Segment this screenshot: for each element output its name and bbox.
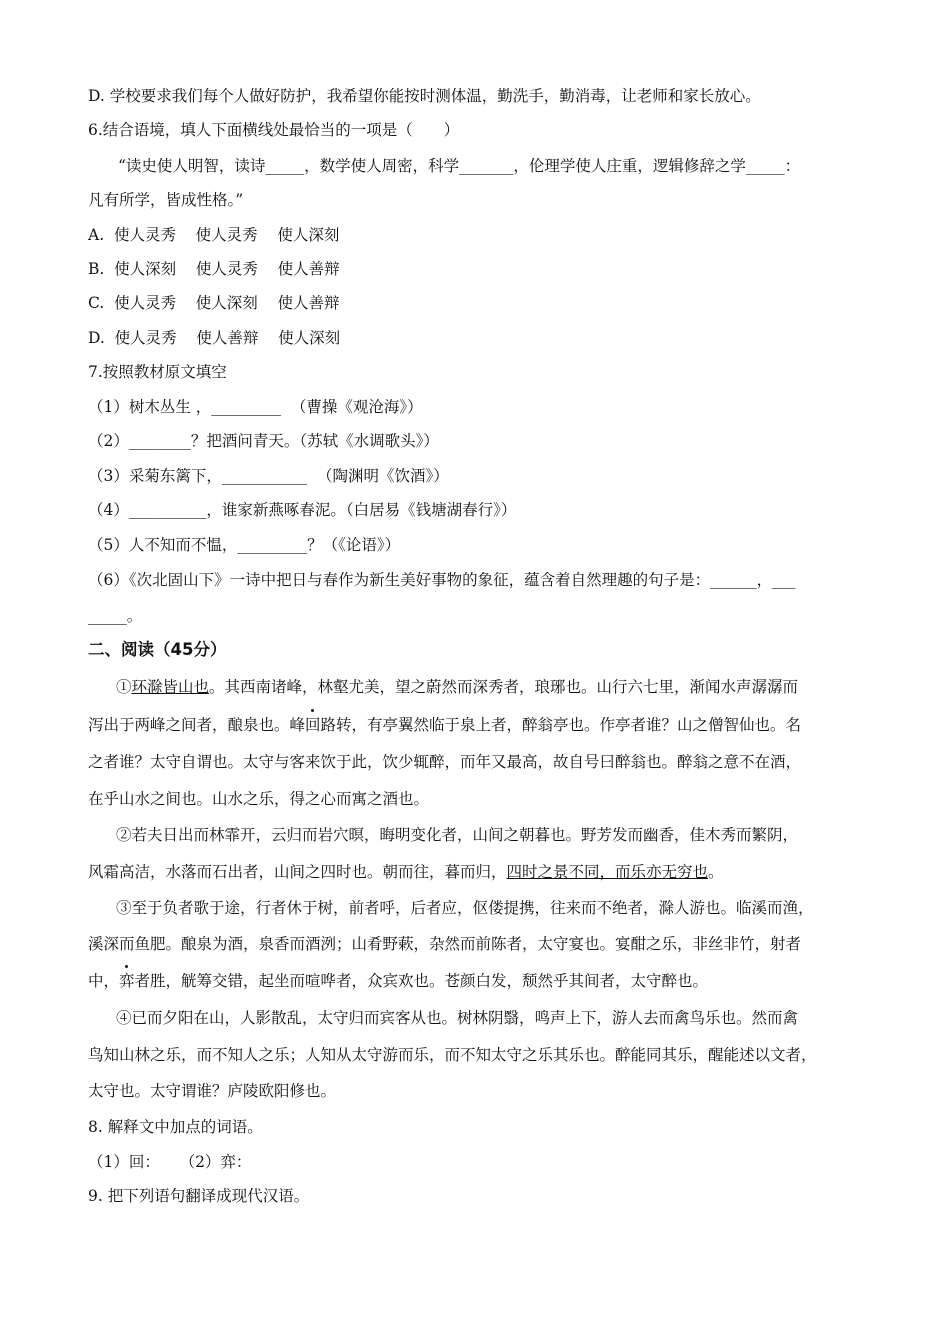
passage-p3-line2: 溪深而鱼肥。酿泉为酒，泉香而酒洌；山肴野蔌，杂然而前陈者，太守宴也。宴酣之乐，非丝非竹，射者	[88, 935, 802, 953]
q5-option-d: D. 学校要求我们每个人做好防护，我希望你能按时测体温，勤洗手，勤消毒，让老师和家长放心。	[88, 87, 761, 105]
q6-stem: 6.结合语境，填人下面横线处最恰当的一项是（ ）	[88, 121, 460, 139]
q7-stem: 7.按照教材原文填空	[88, 363, 227, 381]
p1-line2-part-a: 泻出于两峰之间者，酿泉也。峰	[88, 716, 306, 734]
q7-item-3: （3）采菊东篱下，___________ （陶渊明《饮酒》）	[88, 467, 449, 485]
q6-option-c: C. 使人灵秀 使人深刻 使人善辩	[88, 294, 340, 312]
q6-quote-line1: “读史使人明智，读诗_____，数学使人周密，科学_______，伦理学使人庄重，逻辑修辞之学_____：	[118, 157, 801, 175]
passage-p1-line3: 之者谁？太守自谓也。太守与客来饮于此，饮少辄醉，而年又最高，故自号曰醉翁也。醉翁之意不在酒，	[88, 753, 802, 771]
p3-line3-part-b: 者胜，觥筹交错，起坐而喧哗者，众宾欢也。苍颜白发，颓然乎其间者，太守醉也。	[134, 972, 709, 990]
p3-line3-part-a: 中，	[88, 972, 120, 990]
q8-stem: 8. 解释文中加点的词语。	[88, 1118, 263, 1136]
passage-p2-line2	[88, 862, 724, 882]
passage-p4-line1: ④已而夕阳在山，人影散乱，太守归而宾客从也。树林阴翳，鸣声上下，游人去而禽鸟乐也。然而禽	[116, 1009, 799, 1027]
p2-line2-part-b: 。	[708, 863, 724, 881]
passage-p3-line3	[88, 971, 708, 991]
p1-underlined-sentence: 环滁皆山也	[131, 678, 210, 696]
p1-line1-text: 。其西南诸峰，林壑尤美，望之蔚然而深秀者，琅琊也。山行六七里，渐闻水声潺潺而	[209, 678, 799, 696]
q7-item-6: （6）《次北固山下》一诗中把日与春作为新生美好事物的象征，蕴含着自然理趣的句子是：______，___	[88, 571, 796, 589]
q7-item-6-continued: _____。	[88, 607, 143, 625]
dotted-word-hui: 回	[305, 716, 321, 734]
q8-items: （1）回： （2）弈：	[88, 1153, 252, 1171]
dotted-word-yi: 弈	[119, 972, 135, 990]
passage-p2-line1: ②若夫日出而林霏开，云归而岩穴暝，晦明变化者，山间之朝暮也。野芳发而幽香，佳木秀而繁阴，	[116, 826, 799, 844]
q6-option-d: D. 使人灵秀 使人善辩 使人深刻	[88, 329, 341, 347]
q7-item-5: （5）人不知而不愠，_________？（《论语》）	[88, 536, 401, 554]
p2-line2-part-a: 风霜高洁，水落而石出者，山间之四时也。朝而往，暮而归，	[88, 863, 507, 881]
p1-line2-part-b: 路转，有亭翼然临于泉上者，醉翁亭也。作亭者谁？山之僧智仙也。名	[320, 716, 802, 734]
passage-p3-line1: ③至于负者歌于途，行者休于树，前者呼，后者应，伛偻提携，往来而不绝者，滁人游也。临溪而渔，	[116, 899, 814, 917]
q9-stem: 9. 把下列语句翻译成现代汉语。	[88, 1187, 310, 1205]
q6-option-a: A. 使人灵秀 使人灵秀 使人深刻	[88, 226, 340, 244]
p2-underlined-sentence: 四时之景不同，而乐亦无穷也	[506, 863, 709, 881]
passage-p1-line4: 在乎山水之间也。山水之乐，得之心而寓之酒也。	[88, 790, 430, 808]
q7-item-2: （2）________？把酒问青天。（苏轼《水调歌头》）	[88, 432, 439, 450]
passage-p4-line3: 太守也。太守谓谁？庐陵欧阳修也。	[88, 1082, 337, 1100]
passage-p1-line2	[88, 715, 801, 735]
q7-item-4: （4）__________，谁家新燕啄春泥。（白居易《钱塘湖春行》）	[88, 501, 517, 519]
passage-p1-line1	[116, 677, 798, 697]
p1-number: ①	[116, 678, 132, 696]
passage-p4-line2: 鸟知山林之乐，而不知人之乐；人知从太守游而乐，而不知太守之乐其乐也。醉能同其乐，醒能述以文者，	[88, 1046, 817, 1064]
q7-item-1: （1）树木丛生 ，_________ （曹操《观沧海》）	[88, 398, 423, 416]
section-reading-title: 二、阅读（45分）	[88, 640, 227, 659]
q6-quote-line2: 凡有所学，皆成性格。”	[88, 191, 244, 209]
q6-option-b: B. 使人深刻 使人灵秀 使人善辩	[88, 260, 340, 278]
